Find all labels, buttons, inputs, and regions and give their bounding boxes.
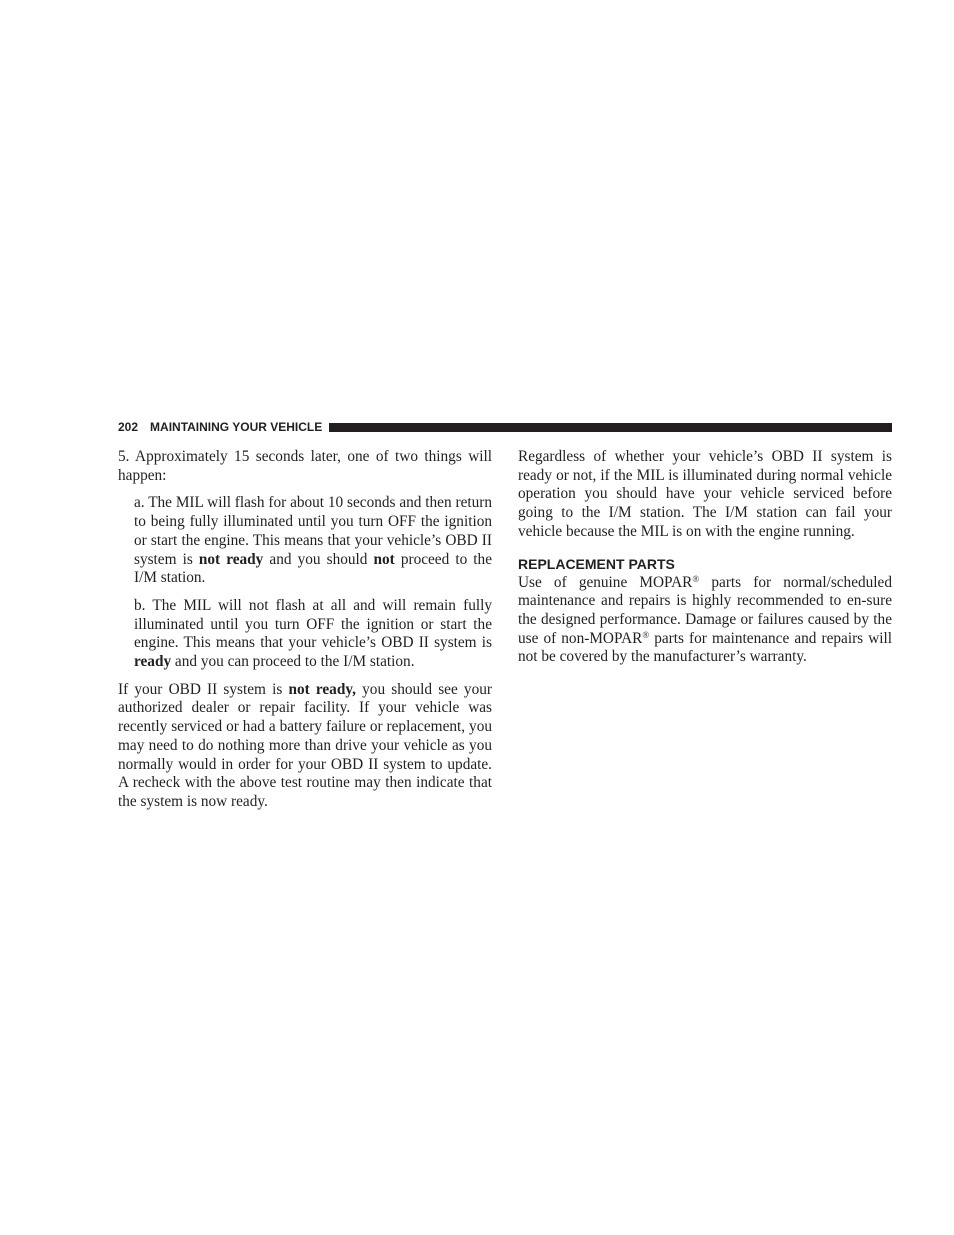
step-5b-text: b. The MIL will not flash at all and will remain fully illuminated until you turn OFF the ignition or start the engine. This means that your vehicle’s OBD II system is ready and you can proceed to the I/M station. xyxy=(134,596,492,671)
replacement-parts-heading: REPLACEMENT PARTS xyxy=(518,555,675,572)
page-number: 202 xyxy=(118,420,139,434)
step-5-text: 5. Approximately 15 seconds later, one of two things will happen: xyxy=(118,448,492,484)
not-ready-paragraph: If your OBD II system is not ready, you should see your authorized dealer or repair facility. If your vehicle was recently serviced or had a battery failure or replacement, you may need to do nothing more than drive your vehicle as you normally would in order for your OBD II system to update. A recheck with the above test routine may then indicate that the system is now ready. xyxy=(118,680,492,810)
replacement-parts-paragraph: Use of genuine MOPAR® parts for normal/scheduled maintenance and repairs is highly recommended to en-sure the designed performance. Damage or failures caused by the use of non-MOPAR® parts for maintenance and repairs will not be covered by the manufacturer’s warranty. xyxy=(518,573,892,666)
left-column xyxy=(118,448,492,812)
header-rule xyxy=(329,423,892,432)
page-header xyxy=(118,419,892,435)
right-column xyxy=(518,448,892,667)
step-5a-text: a. The MIL will flash for about 10 seconds and then return to being fully illuminated until you turn OFF the ignition or start the engine. This means that your vehicle’s OBD II system is not ready and you should not proceed to the I/M station. xyxy=(134,494,492,587)
section-title: MAINTAINING YOUR VEHICLE xyxy=(150,420,323,434)
mil-illuminated-paragraph: Regardless of whether your vehicle’s OBD II system is ready or not, if the MIL is illuminated during normal vehicle operation you should have your vehicle serviced before going to the I/M station. The I/M station can fail your vehicle because the MIL is on with the engine running. xyxy=(518,448,892,540)
